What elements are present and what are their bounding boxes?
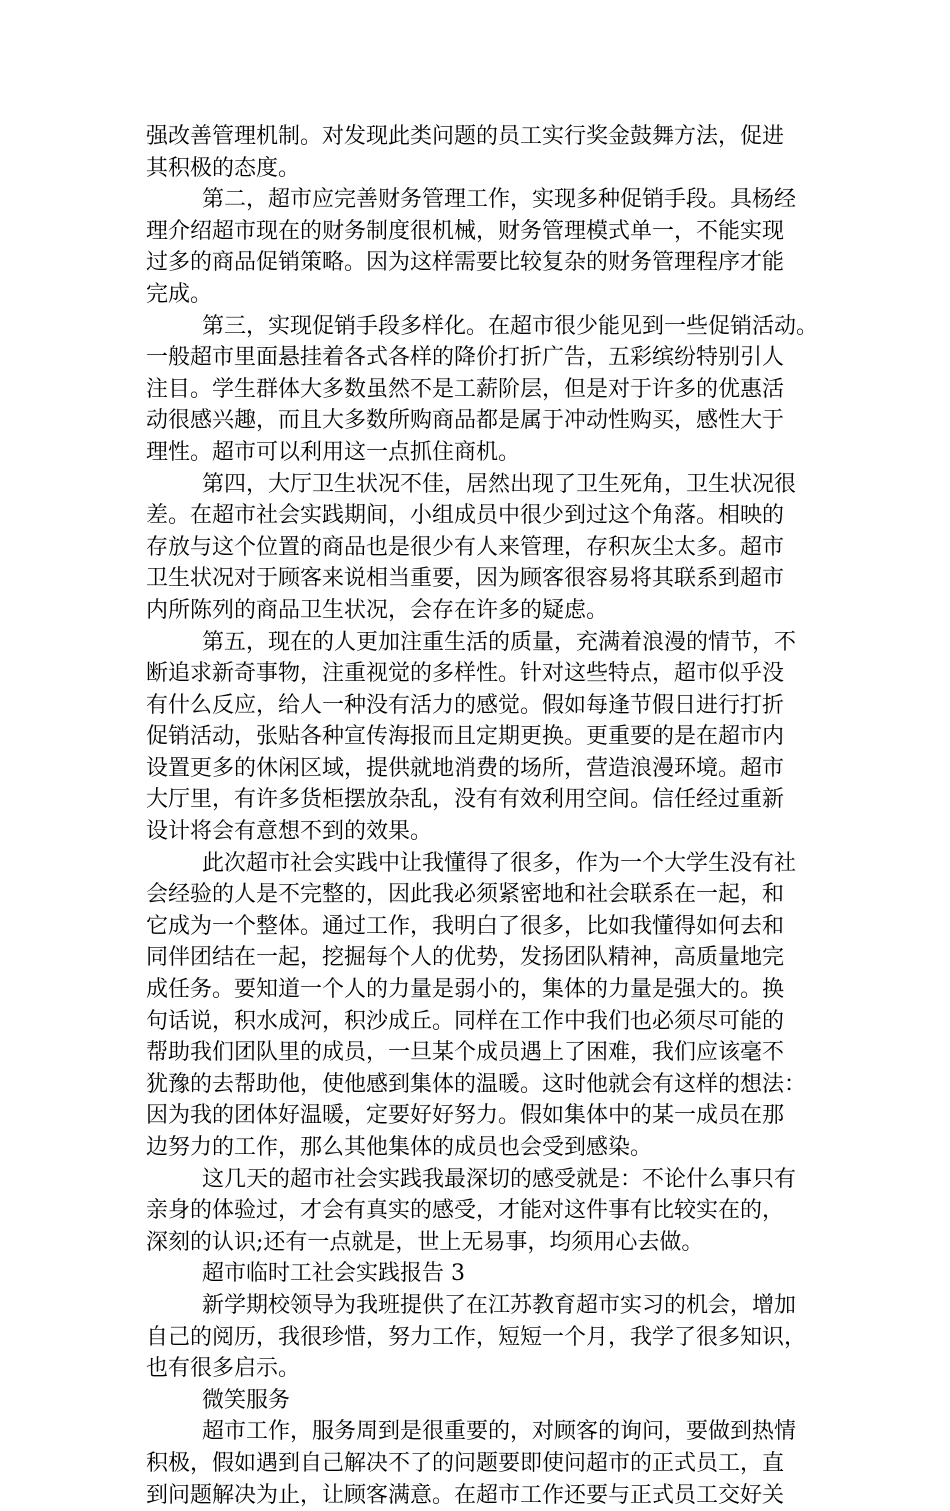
text-line: 犹豫的去帮助他，使他感到集体的温暖。这时他就会有这样的想法： [146,1071,807,1097]
text-line: 存放与这个位置的商品也是很少有人来管理，存积灰尘太多。超市 [146,534,785,560]
text-line: 其积极的态度。 [146,155,301,181]
paragraph-first-line: 第五，现在的人更加注重生活的质量，充满着浪漫的情节，不 [202,629,797,655]
text-line: 强改善管理机制。对发现此类问题的员工实行奖金鼓舞方法，促进 [146,124,785,149]
text-line: 成任务。要知道一个人的力量是弱小的，集体的力量是强大的。换 [146,977,785,1003]
text-line: 卫生状况对于顾客来说相当重要，因为顾客很容易将其联系到超市 [146,566,785,592]
text-line: 设计将会有意想不到的效果。 [146,819,433,845]
text-line: 会经验的人是不完整的，因此我必须紧密地和社会联系在一起，和 [146,882,785,908]
text-line: 边努力的工作，那么其他集体的成员也会受到感染。 [146,1135,653,1160]
text-line: 过多的商品促销策略。因为这样需要比较复杂的财务管理程序才能 [146,250,785,276]
text-line: 促销活动，张贴各种宣传海报而且定期更换。更重要的是在超市内 [146,724,785,750]
text-line: 也有很多启示。 [146,1356,301,1382]
text-line: 帮助我们团队里的成员，一旦某个成员遇上了困难，我们应该毫不 [146,1040,785,1066]
paragraph-first-line: 第四，大厅卫生状况不佳，居然出现了卫生死角，卫生状况很 [202,471,797,497]
text-line: 理性。超市可以利用这一点抓住商机。 [146,439,521,465]
paragraph-first-line: 超市临时工社会实践报告 3 [202,1261,465,1287]
text-line: 内所陈列的商品卫生状况，会存在许多的疑虑。 [146,597,609,623]
text-line: 大厅里，有许多货柜摆放杂乱，没有有效利用空间。信任经过重新 [146,787,785,813]
text-line: 完成。 [146,281,213,307]
text-line: 因为我的团体好温暖，定要好好努力。假如集体中的某一成员在那 [146,1103,785,1129]
text-line: 积极，假如遇到自己解决不了的问题要即使问超市的正式员工，直 [146,1450,785,1476]
text-line: 注目。学生群体大多数虽然不是工薪阶层，但是对于许多的优惠活 [146,376,785,402]
text-line: 自己的阅历，我很珍惜，努力工作，短短一个月，我学了很多知识， [146,1324,807,1350]
text-line: 句话说，积水成河，积沙成丘。同样在工作中我们也必须尽可能的 [146,1008,785,1034]
paragraph-first-line: 此次超市社会实践中让我懂得了很多，作为一个大学生没有社 [202,850,797,876]
paragraph-first-line: 微笑服务 [202,1387,291,1413]
text-line: 设置更多的休闲区域，提供就地消费的场所，营造浪漫环境。超市 [146,755,785,781]
text-line: 理介绍超市现在的财务制度很机械，财务管理模式单一，不能实现 [146,218,785,244]
text-line: 亲身的体验过，才会有真实的感受，才能对这件事有比较实在的， [146,1198,785,1224]
document-body [146,121,819,1511]
text-line: 有什么反应，给人一种没有活力的感觉。假如每逢节假日进行打折 [146,692,785,718]
text-line: 差。在超市社会实践期间，小组成员中很少到过这个角落。相映的 [146,503,785,529]
text-line: 到问题解决为止，让顾客满意。在超市工作还要与正式员工交好关 [146,1482,785,1508]
paragraph-first-line: 新学期校领导为我班提供了在江苏教育超市实习的机会，增加 [202,1292,797,1318]
paragraph-first-line: 这几天的超市社会实践我最深切的感受就是：不论什么事只有 [202,1166,797,1192]
paragraph-first-line: 第二，超市应完善财务管理工作，实现多种促销手段。具杨经 [202,187,797,213]
text-line: 动很感兴趣，而且大多数所购商品都是属于冲动性购买，感性大于 [146,408,785,434]
text-line: 一般超市里面悬挂着各式各样的降价打折广告，五彩缤纷特别引人 [146,345,785,371]
text-line: 同伴团结在一起，挖掘每个人的优势，发扬团队精神，高质量地完 [146,945,785,971]
paragraph-first-line: 第三，实现促销手段多样化。在超市很少能见到一些促销活动。 [202,313,819,339]
text-line: 深刻的认识;还有一点就是，世上无易事，均须用心去做。 [146,1229,704,1255]
paragraph-first-line: 超市工作，服务周到是很重要的，对顾客的询问，要做到热情 [202,1419,797,1445]
text-line: 它成为一个整体。通过工作，我明白了很多，比如我懂得如何去和 [146,913,785,939]
text-line: 断追求新奇事物，注重视觉的多样性。针对这些特点，超市似乎没 [146,661,785,687]
